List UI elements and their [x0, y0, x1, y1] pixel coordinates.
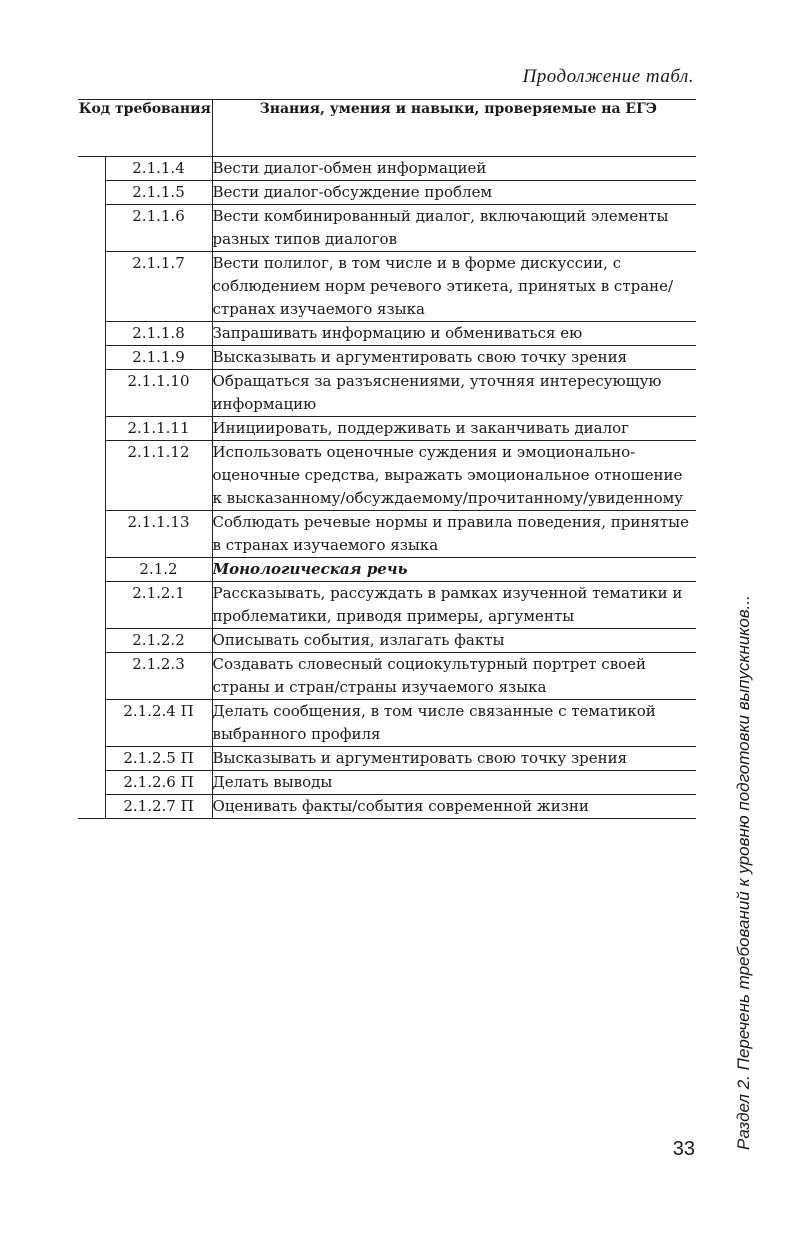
table-header-row [78, 100, 696, 157]
indent-cell [78, 252, 105, 322]
row-text: Рассказывать, рассуждать в рамках изученной тематики и проблематики, приводя примеры, аргументы [212, 582, 696, 629]
table-row [78, 700, 696, 747]
table-row [78, 441, 696, 511]
table-row [78, 322, 696, 346]
section-title: Монологическая речь [212, 558, 696, 582]
indent-cell [78, 205, 105, 252]
row-code: 2.1.2.6 П [105, 771, 212, 795]
indent-cell [78, 629, 105, 653]
row-text: Запрашивать информацию и обмениваться ею [212, 322, 696, 346]
requirements-table [78, 99, 696, 819]
row-code: 2.1.1.11 [105, 417, 212, 441]
row-text: Вести комбинированный диалог, включающий элементы разных типов диалогов [212, 205, 696, 252]
row-code: 2.1.2.5 П [105, 747, 212, 771]
indent-cell [78, 417, 105, 441]
row-text: Использовать оценочные суждения и эмоционально-оценочные средства, выражать эмоциональное отношение к высказанному/обсуждаемому/прочитанному/увиденному [212, 441, 696, 511]
row-text: Обращаться за разъяснениями, уточняя интересующую информацию [212, 370, 696, 417]
row-text: Описывать события, излагать факты [212, 629, 696, 653]
row-text: Высказывать и аргументировать свою точку зрения [212, 346, 696, 370]
table-row [78, 252, 696, 322]
description-column-header: Знания, умения и навыки, проверяемые на ЕГЭ [212, 100, 696, 157]
indent-cell [78, 747, 105, 771]
row-code: 2.1.1.10 [105, 370, 212, 417]
row-code: 2.1.2.1 [105, 582, 212, 629]
row-code: 2.1.1.7 [105, 252, 212, 322]
indent-cell [78, 157, 105, 181]
indent-cell [78, 653, 105, 700]
row-text: Делать выводы [212, 771, 696, 795]
indent-cell [78, 700, 105, 747]
table-row [78, 795, 696, 819]
section-row [78, 558, 696, 582]
row-code: 2.1.2.2 [105, 629, 212, 653]
indent-cell [78, 441, 105, 511]
row-code: 2.1.1.5 [105, 181, 212, 205]
code-column-header: Код требования [78, 100, 212, 157]
page-number: 33 [672, 1138, 695, 1160]
table-row [78, 205, 696, 252]
row-code: 2.1.1.6 [105, 205, 212, 252]
row-text: Оценивать факты/события современной жизни [212, 795, 696, 819]
row-text: Соблюдать речевые нормы и правила поведения, принятые в странах изучаемого языка [212, 511, 696, 558]
continuation-note: Продолжение табл. [522, 66, 694, 87]
row-code: 2.1.1.4 [105, 157, 212, 181]
table-row [78, 582, 696, 629]
indent-cell [78, 370, 105, 417]
row-code: 2.1.1.12 [105, 441, 212, 511]
row-text: Инициировать, поддерживать и заканчивать диалог [212, 417, 696, 441]
row-code: 2.1.1.9 [105, 346, 212, 370]
indent-cell [78, 558, 105, 582]
indent-cell [78, 346, 105, 370]
table-row [78, 653, 696, 700]
row-text: Вести полилог, в том числе и в форме дискуссии, с соблюдением норм речевого этикета, принятых в стране/странах изучаемого языка [212, 252, 696, 322]
table-row [78, 417, 696, 441]
row-text: Вести диалог-обмен информацией [212, 157, 696, 181]
indent-cell [78, 181, 105, 205]
row-text: Создавать словесный социокультурный портрет своей страны и стран/страны изучаемого языка [212, 653, 696, 700]
row-code: 2.1.2.3 [105, 653, 212, 700]
indent-cell [78, 322, 105, 346]
indent-cell [78, 771, 105, 795]
table-row [78, 629, 696, 653]
row-code: 2.1.1.8 [105, 322, 212, 346]
table-row [78, 346, 696, 370]
row-code: 2.1.1.13 [105, 511, 212, 558]
indent-cell [78, 511, 105, 558]
row-code: 2.1.2.4 П [105, 700, 212, 747]
row-code: 2.1.2.7 П [105, 795, 212, 819]
row-text: Высказывать и аргументировать свою точку зрения [212, 747, 696, 771]
table-row [78, 157, 696, 181]
section-code: 2.1.2 [105, 558, 212, 582]
side-running-title: Раздел 2. Перечень требований к уровню подготовки выпускников... [734, 595, 753, 1150]
table-row [78, 511, 696, 558]
table-row [78, 370, 696, 417]
row-text: Делать сообщения, в том числе связанные с тематикой выбранного профиля [212, 700, 696, 747]
row-text: Вести диалог-обсуждение проблем [212, 181, 696, 205]
indent-cell [78, 582, 105, 629]
indent-cell [78, 795, 105, 819]
table-row [78, 181, 696, 205]
table-row [78, 747, 696, 771]
table-row [78, 771, 696, 795]
